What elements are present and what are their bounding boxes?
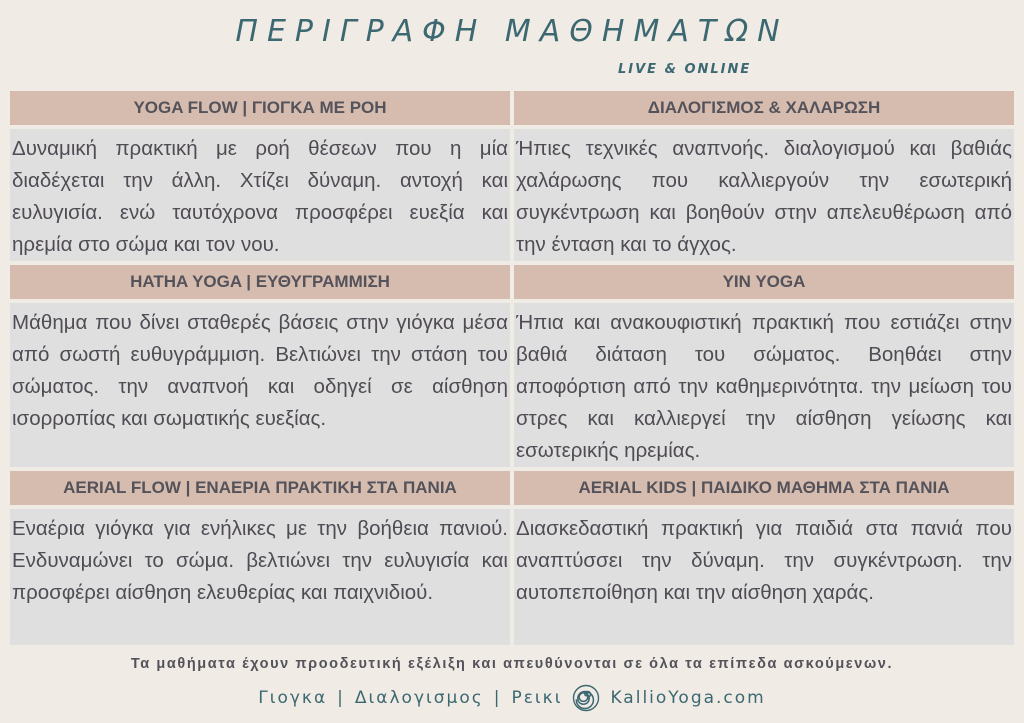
class-title-yoga-flow: YOGA FLOW | ΓΙΟΓΚΑ ΜΕ ΡΟΗ <box>10 91 510 125</box>
footer-link-yoga[interactable]: Γιογκα <box>258 688 328 708</box>
class-desc-hatha-yoga: Μάθημα που δίνει σταθερές βάσεις στην γιόγκα μέσα από σωστή ευθυγράμμιση. Βελτιώνει την στάση του σώματος. την αναπνοή και οδηγεί σε αίσθηση ισορροπίας και σωματικής ευεξίας. <box>10 303 510 467</box>
class-title-aerial-flow: AERIAL FLOW | ΕΝΑΕΡΙΑ ΠΡΑΚΤΙΚΗ ΣΤΑ ΠΑΝΙΑ <box>10 471 510 505</box>
footer-separator: | <box>337 688 345 708</box>
footer-note: Τα μαθήματα έχουν προοδευτική εξέλιξη και απευθύνονται σε όλα τα επίπεδα ασκούμενων. <box>130 656 894 672</box>
footer-separator: | <box>493 688 502 708</box>
page-subtitle: LIVE & ONLINE <box>618 62 752 77</box>
class-desc-meditation: Ήπιες τεχνικές αναπνοής. διαλογισμού και βαθιάς χαλάρωσης που καλλιεργούν την εσωτερική συγκέντρωση και βοηθούν στην απελευθέρωση από την ένταση και το άγχος. <box>514 129 1014 261</box>
class-desc-yoga-flow: Δυναμική πρακτική με ροή θέσεων που η μία διαδέχεται την άλλη. Χτίζει δύναμη. αντοχή και ευλυγισία. ενώ ταυτόχρονα προσφέρει ευεξία και ηρεμία στο σώμα και τον νου. <box>10 129 510 261</box>
class-title-yin-yoga: YIN YOGA <box>514 265 1014 299</box>
page-title: ΠΕΡΙΓΡΑΦΗ ΜΑΘΗΜΑΤΩΝ <box>235 14 789 49</box>
spiral-icon <box>572 684 600 712</box>
footer-link-reiki[interactable]: Ρεικι <box>511 688 563 708</box>
footer-link-meditation[interactable]: Διαλογισμος <box>354 688 484 708</box>
class-desc-yin-yoga: Ήπια και ανακουφιστική πρακτική που εστιάζει στην βαθιά διάταση του σώματος. Βοηθάει στην αποφόρτιση από την καθημερινότητα. την μείωση του στρες και καλλιεργεί την αίσθηση γείωσης και εσωτερικής ηρεμίας. <box>514 303 1014 467</box>
footer-brand <box>0 684 1024 712</box>
class-title-aerial-kids: AERIAL KIDS | ΠΑΙΔΙΚΟ ΜΑΘΗΜΑ ΣΤΑ ΠΑΝΙΑ <box>514 471 1014 505</box>
class-desc-aerial-flow: Εναέρια γιόγκα για ενήλικες με την βοήθεια πανιού. Ενδυναμώνει το σώμα. βελτιώνει την ευλυγισία και προσφέρει αίσθηση ελευθερίας και παιχνιδιού. <box>10 509 510 645</box>
class-title-hatha-yoga: HATHA YOGA | ΕΥΘΥΓΡΑΜΜΙΣΗ <box>10 265 510 299</box>
class-desc-aerial-kids: Διασκεδαστική πρακτική για παιδιά στα πανιά που αναπτύσσει την δύναμη. την συγκέντρωση. την αυτοπεποίθηση και την αίσθηση χαράς. <box>514 509 1014 645</box>
class-title-meditation: ΔΙΑΛΟΓΙΣΜΟΣ & ΧΑΛΑΡΩΣΗ <box>514 91 1014 125</box>
site-link[interactable]: KallioYoga.com <box>610 688 766 708</box>
